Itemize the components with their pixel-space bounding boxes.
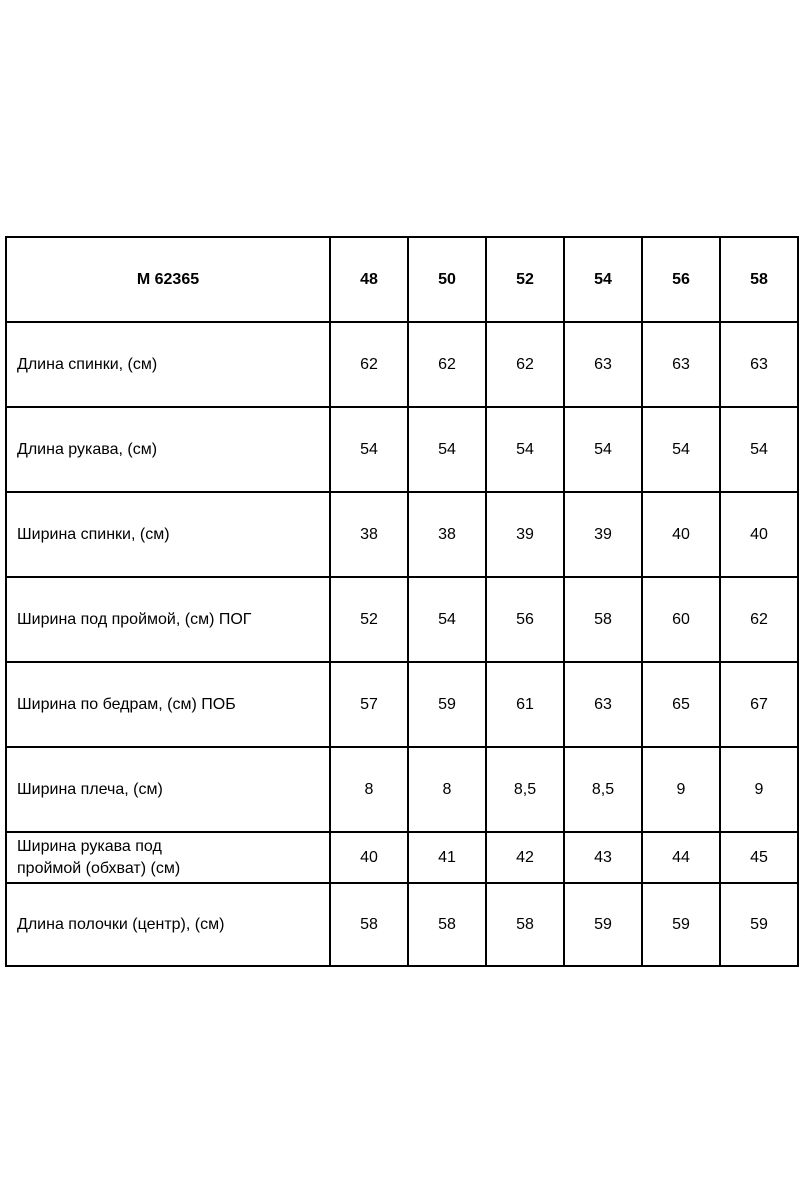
table-row xyxy=(6,747,798,832)
table-cell: 8,5 xyxy=(486,747,564,832)
table-cell: 40 xyxy=(720,492,798,577)
table-cell: 9 xyxy=(720,747,798,832)
table-cell: 54 xyxy=(408,577,486,662)
table-cell: 59 xyxy=(642,883,720,966)
table-cell: 62 xyxy=(330,322,408,407)
table-cell: 62 xyxy=(720,577,798,662)
size-header: 54 xyxy=(564,237,642,322)
row-label-line: Ширина рукава под xyxy=(17,837,162,855)
table-cell: 8,5 xyxy=(564,747,642,832)
table-row xyxy=(6,883,798,966)
table-cell: 38 xyxy=(408,492,486,577)
table-cell: 38 xyxy=(330,492,408,577)
size-chart-table xyxy=(5,236,799,967)
row-label: Ширина спинки, (см) xyxy=(6,492,330,577)
table-cell: 40 xyxy=(330,832,408,883)
table-cell: 39 xyxy=(486,492,564,577)
size-header: 58 xyxy=(720,237,798,322)
table-cell: 63 xyxy=(642,322,720,407)
row-label: Длина рукава, (см) xyxy=(6,407,330,492)
table-cell: 57 xyxy=(330,662,408,747)
table-cell: 54 xyxy=(486,407,564,492)
table-row xyxy=(6,322,798,407)
table-cell: 54 xyxy=(408,407,486,492)
table-cell: 40 xyxy=(642,492,720,577)
table-cell: 62 xyxy=(486,322,564,407)
table-cell: 54 xyxy=(330,407,408,492)
table-row xyxy=(6,407,798,492)
table-cell: 59 xyxy=(720,883,798,966)
table-cell: 8 xyxy=(330,747,408,832)
table-cell: 58 xyxy=(408,883,486,966)
table-cell: 43 xyxy=(564,832,642,883)
table-cell: 9 xyxy=(642,747,720,832)
table-cell: 39 xyxy=(564,492,642,577)
size-header: 52 xyxy=(486,237,564,322)
table-row xyxy=(6,832,798,883)
table-cell: 44 xyxy=(642,832,720,883)
row-label: Ширина под проймой, (см) ПОГ xyxy=(6,577,330,662)
row-label xyxy=(6,832,330,883)
table-cell: 54 xyxy=(564,407,642,492)
table-cell: 58 xyxy=(564,577,642,662)
table-cell: 63 xyxy=(564,662,642,747)
size-header: 56 xyxy=(642,237,720,322)
table-row xyxy=(6,492,798,577)
table-cell: 58 xyxy=(330,883,408,966)
table-cell: 56 xyxy=(486,577,564,662)
table-cell: 65 xyxy=(642,662,720,747)
table-cell: 60 xyxy=(642,577,720,662)
table-cell: 52 xyxy=(330,577,408,662)
row-label: Длина полочки (центр), (см) xyxy=(6,883,330,966)
table-cell: 63 xyxy=(720,322,798,407)
model-number: M 62365 xyxy=(6,237,330,322)
table-cell: 42 xyxy=(486,832,564,883)
row-label-line: проймой (обхват) (см) xyxy=(17,859,181,877)
table-cell: 59 xyxy=(564,883,642,966)
header-row xyxy=(6,237,798,322)
table-cell: 67 xyxy=(720,662,798,747)
table-cell: 8 xyxy=(408,747,486,832)
table-cell: 62 xyxy=(408,322,486,407)
size-header: 50 xyxy=(408,237,486,322)
table-cell: 41 xyxy=(408,832,486,883)
table-cell: 54 xyxy=(720,407,798,492)
table-cell: 59 xyxy=(408,662,486,747)
table-cell: 54 xyxy=(642,407,720,492)
table-cell: 63 xyxy=(564,322,642,407)
row-label: Длина спинки, (см) xyxy=(6,322,330,407)
table-cell: 58 xyxy=(486,883,564,966)
row-label: Ширина по бедрам, (см) ПОБ xyxy=(6,662,330,747)
size-header: 48 xyxy=(330,237,408,322)
table-row xyxy=(6,662,798,747)
row-label: Ширина плеча, (см) xyxy=(6,747,330,832)
table-cell: 61 xyxy=(486,662,564,747)
table-row xyxy=(6,577,798,662)
table-cell: 45 xyxy=(720,832,798,883)
